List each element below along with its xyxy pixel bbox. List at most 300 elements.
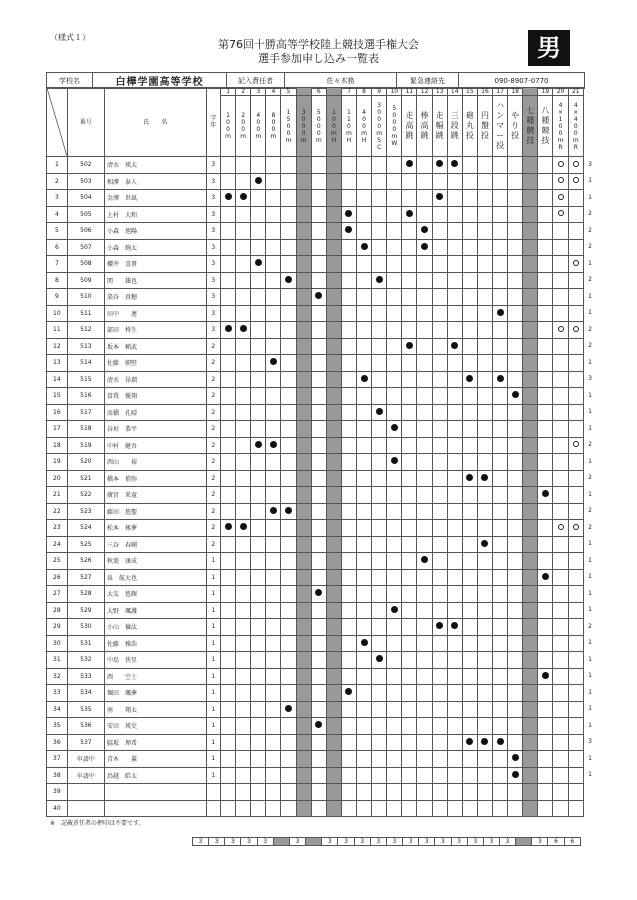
entry-cell: [568, 239, 583, 256]
entry-cell: [538, 289, 553, 306]
entry-cell: [553, 520, 568, 537]
entry-cell: [493, 223, 508, 240]
entry-cell: [523, 454, 538, 471]
athlete-name: 秋葉 康成: [105, 553, 207, 570]
entry-cell: [493, 668, 508, 685]
entry-cell: [523, 355, 538, 372]
column-total: 3: [370, 838, 386, 846]
event-header: [387, 96, 402, 157]
row-index: 19: [47, 454, 68, 471]
entry-cell: [402, 437, 417, 454]
grade: 1: [206, 767, 221, 784]
row-total: 2: [588, 210, 592, 218]
entry-cell: [553, 602, 568, 619]
entry-cell: [266, 454, 281, 471]
entry-dot-icon: [436, 193, 443, 200]
entry-cell: [372, 652, 387, 669]
entry-cell: [477, 751, 492, 768]
entry-cell: [493, 635, 508, 652]
entry-cell: [568, 602, 583, 619]
entry-dot-icon: [481, 738, 488, 745]
entry-cell: [417, 767, 432, 784]
row-total: 1: [588, 589, 592, 597]
relay-circle-icon: [558, 194, 564, 200]
entry-cell: [568, 305, 583, 322]
row-index: 6: [47, 239, 68, 256]
entry-cell: [568, 322, 583, 339]
relay-circle-icon: [558, 524, 564, 530]
bib-number: 519: [67, 437, 104, 454]
row-total: 1: [588, 408, 592, 416]
entry-cell: [538, 206, 553, 223]
entry-cell: [296, 701, 311, 718]
entry-cell: [553, 305, 568, 322]
entry-cell: [372, 157, 387, 174]
entry-cell: [296, 305, 311, 322]
entry-dot-icon: [270, 441, 277, 448]
event-number: 9: [372, 88, 387, 96]
entry-cell: [326, 569, 341, 586]
bib-number: 516: [67, 388, 104, 405]
entry-cell: [281, 289, 296, 306]
entry-cell: [281, 569, 296, 586]
entry-cell: [462, 371, 477, 388]
column-total: 3: [338, 838, 354, 846]
row-index: 13: [47, 355, 68, 372]
entry-cell: [341, 338, 356, 355]
entry-cell: [417, 586, 432, 603]
entry-cell: [447, 322, 462, 339]
grade: 3: [206, 190, 221, 207]
table-row: [47, 701, 584, 718]
entry-cell: [402, 652, 417, 669]
entry-cell: [523, 421, 538, 438]
entry-cell: [357, 338, 372, 355]
entry-cell: [296, 338, 311, 355]
event-label: 円盤投: [480, 111, 489, 140]
entry-cell: [508, 289, 523, 306]
row-total: 1: [588, 358, 592, 366]
column-total: 3: [354, 838, 370, 846]
entry-cell: [493, 338, 508, 355]
contact-phone: 090-8907-0770: [459, 73, 585, 89]
entry-cell: [538, 338, 553, 355]
entry-cell: [387, 239, 402, 256]
entry-dot-icon: [542, 573, 549, 580]
table-row: [47, 503, 584, 520]
table-row: [47, 635, 584, 652]
entry-cell: [493, 602, 508, 619]
entry-cell: [266, 173, 281, 190]
entry-cell: [251, 635, 266, 652]
entry-cell: [251, 668, 266, 685]
entry-cell: [462, 652, 477, 669]
entry-cell: [523, 520, 538, 537]
entry-cell: [523, 602, 538, 619]
entry-cell: [251, 421, 266, 438]
row-total: 3: [588, 160, 592, 168]
entry-cell: [387, 685, 402, 702]
entry-grid: [46, 87, 584, 817]
entry-cell: [493, 751, 508, 768]
entry-cell: [523, 652, 538, 669]
entry-cell: [432, 404, 447, 421]
relay-circle-icon: [573, 177, 579, 183]
entry-cell: [326, 734, 341, 751]
entry-cell: [432, 421, 447, 438]
entry-cell: [447, 355, 462, 372]
entry-cell: [432, 685, 447, 702]
entry-cell: [402, 470, 417, 487]
grade: 1: [206, 635, 221, 652]
entry-cell: [508, 371, 523, 388]
entry-cell: [296, 322, 311, 339]
entry-cell: [311, 437, 326, 454]
event-header: [221, 96, 236, 157]
entry-cell: [341, 652, 356, 669]
entry-cell: [281, 421, 296, 438]
event-label: 砲丸投: [465, 111, 474, 140]
entry-cell: [493, 322, 508, 339]
entry-cell: [462, 190, 477, 207]
entry-dot-icon: [451, 622, 458, 629]
entry-cell: [221, 371, 236, 388]
athlete-name: 橋本 侑弥: [105, 470, 207, 487]
row-total: 1: [588, 639, 592, 647]
entry-cell: [432, 635, 447, 652]
entry-cell: [341, 421, 356, 438]
event-number: 14: [447, 88, 462, 96]
entry-cell: [372, 487, 387, 504]
entry-cell: [417, 701, 432, 718]
entry-cell: [221, 305, 236, 322]
entry-cell: [553, 338, 568, 355]
entry-cell: [221, 767, 236, 784]
entry-cell: [417, 173, 432, 190]
grade: [206, 784, 221, 801]
entry-cell: [251, 602, 266, 619]
entry-cell: [432, 190, 447, 207]
entry-cell: [251, 619, 266, 636]
entry-cell: [493, 190, 508, 207]
entry-cell: [357, 751, 372, 768]
entry-cell: [326, 388, 341, 405]
entry-cell: [568, 487, 583, 504]
entry-cell: [568, 701, 583, 718]
entry-cell: [372, 272, 387, 289]
header-name: 氏 名: [105, 88, 207, 157]
entry-dot-icon: [240, 325, 247, 332]
entry-cell: [387, 173, 402, 190]
entry-cell: [553, 454, 568, 471]
entry-cell: [508, 602, 523, 619]
athlete-name: 谷垣 恭平: [105, 421, 207, 438]
entry-cell: [221, 800, 236, 817]
entry-cell: [221, 635, 236, 652]
grade: 3: [206, 289, 221, 306]
grade: 1: [206, 685, 221, 702]
entry-cell: [341, 635, 356, 652]
entry-cell: [221, 388, 236, 405]
entry-cell: [508, 404, 523, 421]
entry-cell: [447, 553, 462, 570]
entry-cell: [432, 536, 447, 553]
event-label: 3000mSC: [376, 101, 383, 151]
entry-cell: [538, 421, 553, 438]
entry-cell: [538, 322, 553, 339]
row-total: 1: [588, 754, 592, 762]
entry-cell: [417, 305, 432, 322]
relay-circle-icon: [558, 210, 564, 216]
entry-cell: [432, 289, 447, 306]
entry-cell: [508, 223, 523, 240]
entry-cell: [266, 767, 281, 784]
entry-cell: [538, 784, 553, 801]
grade: 2: [206, 355, 221, 372]
entry-cell: [372, 520, 387, 537]
event-label: 棒高跳: [420, 111, 429, 140]
entry-cell: [432, 305, 447, 322]
school-name: 白樺学園高等学校: [93, 73, 227, 89]
grade: 3: [206, 173, 221, 190]
entry-cell: [447, 388, 462, 405]
athlete-name: [105, 784, 207, 801]
entry-cell: [508, 718, 523, 735]
entry-cell: [341, 668, 356, 685]
entry-cell: [387, 767, 402, 784]
athlete-name: 坂本 頼武: [105, 338, 207, 355]
entry-cell: [493, 734, 508, 751]
entry-cell: [266, 272, 281, 289]
entry-cell: [266, 421, 281, 438]
entry-cell: [447, 701, 462, 718]
bib-number: 524: [67, 520, 104, 537]
entry-cell: [538, 355, 553, 372]
event-header: [432, 96, 447, 157]
row-index: 40: [47, 800, 68, 817]
entry-cell: [493, 586, 508, 603]
entry-cell: [402, 206, 417, 223]
entry-cell: [221, 289, 236, 306]
entry-cell: [462, 223, 477, 240]
entry-cell: [417, 322, 432, 339]
entry-cell: [251, 718, 266, 735]
row-total: 1: [588, 424, 592, 432]
entry-cell: [477, 784, 492, 801]
entry-cell: [447, 487, 462, 504]
event-number: 12: [417, 88, 432, 96]
entry-cell: [432, 239, 447, 256]
row-total: 3: [588, 375, 592, 383]
entry-cell: [311, 454, 326, 471]
entry-cell: [432, 619, 447, 636]
entry-dot-icon: [466, 375, 473, 382]
entry-cell: [251, 652, 266, 669]
table-row: [47, 338, 584, 355]
entry-cell: [326, 487, 341, 504]
entry-cell: [553, 536, 568, 553]
entry-cell: [538, 734, 553, 751]
athlete-name: 染谷 真穂: [105, 289, 207, 306]
entry-cell: [221, 272, 236, 289]
bib-number: 530: [67, 619, 104, 636]
entry-cell: [568, 503, 583, 520]
athlete-name: 松本 琢夢: [105, 520, 207, 537]
entry-cell: [553, 586, 568, 603]
entry-cell: [266, 190, 281, 207]
bib-number: 511: [67, 305, 104, 322]
bib-number: 529: [67, 602, 104, 619]
entry-cell: [402, 718, 417, 735]
entry-cell: [568, 470, 583, 487]
entry-cell: [372, 421, 387, 438]
entry-cell: [508, 470, 523, 487]
entry-cell: [417, 635, 432, 652]
entry-cell: [326, 619, 341, 636]
entry-cell: [538, 272, 553, 289]
entry-cell: [372, 206, 387, 223]
entry-cell: [417, 421, 432, 438]
row-total: 1: [588, 655, 592, 663]
entry-cell: [432, 734, 447, 751]
column-total: [516, 838, 532, 846]
entry-cell: [523, 157, 538, 174]
entry-cell: [432, 388, 447, 405]
entry-cell: [372, 734, 387, 751]
event-number: 2: [236, 88, 251, 96]
entry-dot-icon: [270, 358, 277, 365]
row-index: 3: [47, 190, 68, 207]
entry-cell: [538, 652, 553, 669]
entry-cell: [387, 635, 402, 652]
entry-cell: [523, 338, 538, 355]
entry-cell: [523, 619, 538, 636]
entry-cell: [251, 371, 266, 388]
bib-number: 533: [67, 668, 104, 685]
bib-number: 508: [67, 256, 104, 273]
entry-cell: [447, 734, 462, 751]
entry-cell: [311, 190, 326, 207]
header-number: 番号: [67, 88, 104, 157]
row-total: 2: [588, 523, 592, 531]
entry-cell: [568, 355, 583, 372]
bib-number: 513: [67, 338, 104, 355]
table-row: [47, 256, 584, 273]
entry-cell: [477, 388, 492, 405]
entry-cell: [221, 421, 236, 438]
bib-number: 512: [67, 322, 104, 339]
grade: 2: [206, 520, 221, 537]
entry-cell: [236, 602, 251, 619]
entry-cell: [236, 421, 251, 438]
event-header: [402, 96, 417, 157]
entry-cell: [432, 157, 447, 174]
entry-cell: [281, 338, 296, 355]
entry-cell: [296, 751, 311, 768]
entry-cell: [447, 619, 462, 636]
entry-cell: [477, 206, 492, 223]
entry-cell: [281, 371, 296, 388]
entry-cell: [523, 388, 538, 405]
entry-cell: [296, 602, 311, 619]
entry-cell: [341, 701, 356, 718]
entry-cell: [236, 586, 251, 603]
athlete-name: 廣宮 来竜: [105, 487, 207, 504]
entry-cell: [538, 536, 553, 553]
bib-number: 523: [67, 503, 104, 520]
entry-cell: [281, 701, 296, 718]
entry-cell: [508, 586, 523, 603]
entry-cell: [417, 256, 432, 273]
entry-cell: [236, 734, 251, 751]
entry-cell: [568, 223, 583, 240]
entry-cell: [447, 223, 462, 240]
event-label: 3000m: [300, 108, 307, 144]
entry-cell: [341, 553, 356, 570]
bib-number: 517: [67, 404, 104, 421]
entry-cell: [462, 569, 477, 586]
entry-cell: [493, 206, 508, 223]
entry-cell: [538, 751, 553, 768]
entry-cell: [432, 668, 447, 685]
entry-cell: [236, 569, 251, 586]
entry-cell: [221, 355, 236, 372]
athlete-name: 櫻井 喜貴: [105, 256, 207, 273]
entry-cell: [432, 206, 447, 223]
entry-cell: [387, 190, 402, 207]
entry-cell: [266, 569, 281, 586]
bib-number: 536: [67, 718, 104, 735]
entry-cell: [447, 602, 462, 619]
entry-cell: [402, 586, 417, 603]
entry-cell: [326, 206, 341, 223]
grade: 1: [206, 734, 221, 751]
entry-cell: [251, 586, 266, 603]
entry-cell: [477, 767, 492, 784]
entry-cell: [553, 437, 568, 454]
entry-cell: [553, 470, 568, 487]
entry-cell: [402, 619, 417, 636]
bib-number: 520: [67, 454, 104, 471]
entry-cell: [372, 355, 387, 372]
entry-cell: [508, 520, 523, 537]
column-total: 3: [322, 838, 338, 846]
entry-cell: [538, 223, 553, 240]
bib-number: [67, 784, 104, 801]
entry-cell: [326, 701, 341, 718]
row-total: 1: [588, 573, 592, 581]
entry-cell: [341, 685, 356, 702]
entry-cell: [266, 503, 281, 520]
entry-cell: [236, 536, 251, 553]
bib-number: 502: [67, 157, 104, 174]
entry-cell: [538, 173, 553, 190]
header-grade-label: 学年: [210, 115, 217, 129]
entry-cell: [251, 553, 266, 570]
entry-cell: [251, 685, 266, 702]
row-index: 27: [47, 586, 68, 603]
entry-cell: [357, 586, 372, 603]
entry-cell: [326, 586, 341, 603]
entry-cell: [432, 569, 447, 586]
entry-cell: [357, 520, 372, 537]
entry-cell: [296, 223, 311, 240]
entry-cell: [387, 388, 402, 405]
entry-cell: [402, 421, 417, 438]
entry-cell: [372, 388, 387, 405]
grade: 2: [206, 454, 221, 471]
entry-dot-icon: [270, 507, 277, 514]
